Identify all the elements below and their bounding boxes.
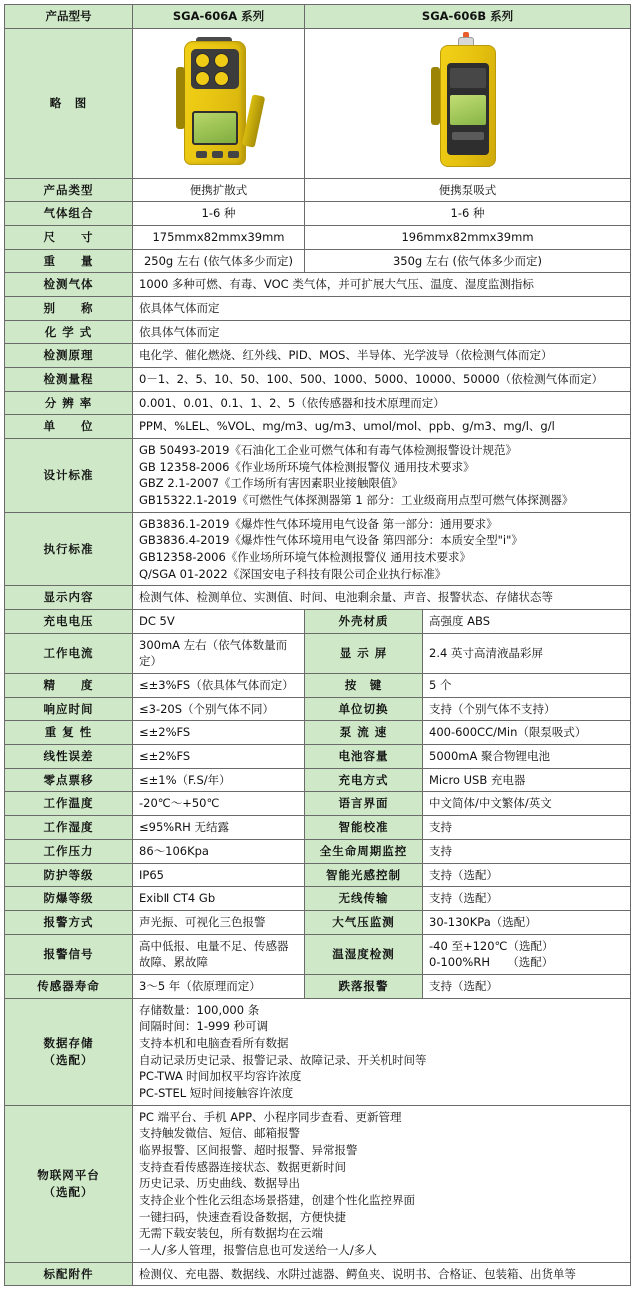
row-value-left: 300mA 左右（依气体数量而定） bbox=[133, 633, 305, 673]
data-storage-label bbox=[5, 998, 133, 1105]
row-value-right: 支持（选配） bbox=[423, 887, 631, 911]
row-label-right: 充电方式 bbox=[305, 768, 423, 792]
table-row bbox=[5, 721, 631, 745]
table-row-diagram bbox=[5, 28, 631, 178]
design-standard-value bbox=[133, 439, 631, 513]
accessories-label: 标配附件 bbox=[5, 1262, 133, 1286]
standard-line: GB 12358-2006《作业场所环境气体检测报警仪 通用技术要求》 bbox=[139, 459, 475, 474]
table-row bbox=[5, 391, 631, 415]
table-row bbox=[5, 586, 631, 610]
iot-platform-label-line2: （选配） bbox=[43, 1184, 94, 1199]
row-value-left: ExibⅡ CT4 Gb bbox=[133, 887, 305, 911]
row-value-right: 5 个 bbox=[423, 674, 631, 698]
row-label: 分 辨 率 bbox=[5, 391, 133, 415]
row-label-right: 智能光感控制 bbox=[305, 863, 423, 887]
standard-line: GB15322.1-2019《可燃性气体探测器第 1 部分：工业级商用点型可燃气体探测器》 bbox=[139, 493, 574, 508]
row-label-left: 工作电流 bbox=[5, 633, 133, 673]
row-label-left: 工作压力 bbox=[5, 839, 133, 863]
row-value-b: 便携泵吸式 bbox=[305, 178, 631, 202]
table-row bbox=[5, 974, 631, 998]
standard-line: Q/SGA 01-2022《深国安电子科技有限公司企业执行标准》 bbox=[139, 566, 447, 581]
row-value-b: 350g 左右 (依气体多少而定) bbox=[305, 249, 631, 273]
row-value-left: ≤±1%（F.S/年） bbox=[133, 768, 305, 792]
row-value-right: 5000mA 聚合物锂电池 bbox=[423, 745, 631, 769]
table-row bbox=[5, 415, 631, 439]
iot-platform-line: 历史记录、历史曲线、数据导出 bbox=[139, 1176, 300, 1191]
drop-alarm-value: 支持（选配） bbox=[423, 974, 631, 998]
temp-humidity-line: 0-100%RH （选配） bbox=[429, 955, 554, 970]
table-row bbox=[5, 273, 631, 297]
data-storage-line: PC-TWA 时间加权平均容许浓度 bbox=[139, 1069, 302, 1084]
row-value-a: 便携扩散式 bbox=[133, 178, 305, 202]
data-storage-line: 支持本机和电脑查看所有数据 bbox=[139, 1035, 289, 1050]
row-label-right: 显 示 屏 bbox=[305, 633, 423, 673]
device-b-illustration bbox=[430, 37, 506, 169]
header-model-label: 产品型号 bbox=[5, 5, 133, 29]
alarm-signal-line: 高中低报、电量不足、传感器 bbox=[139, 938, 289, 953]
standard-line: GB3836.4-2019《爆炸性气体环境用电气设备 第四部分：本质安全型"i"》 bbox=[139, 533, 523, 548]
row-value-left: ≤±2%FS bbox=[133, 745, 305, 769]
accessories-value: 检测仪、充电器、数据线、水阱过滤器、鳄鱼夹、说明书、合格证、包装箱、出货单等 bbox=[133, 1262, 631, 1286]
exec-standard-value bbox=[133, 512, 631, 586]
diagram-cell-b bbox=[305, 28, 631, 178]
row-label-right: 全生命周期监控 bbox=[305, 839, 423, 863]
row-value-a: 1-6 种 bbox=[133, 202, 305, 226]
row-value: 依具体气体而定 bbox=[133, 320, 631, 344]
drop-alarm-label: 跌落报警 bbox=[305, 974, 423, 998]
row-label-left: 防护等级 bbox=[5, 863, 133, 887]
standard-line: GB 50493-2019《石油化工企业可燃气体和有毒气体检测报警设计规范》 bbox=[139, 443, 517, 458]
row-value-a: 250g 左右 (依气体多少而定) bbox=[133, 249, 305, 273]
table-row bbox=[5, 178, 631, 202]
table-row bbox=[5, 368, 631, 392]
table-row bbox=[5, 816, 631, 840]
row-label-right: 大气压监测 bbox=[305, 910, 423, 934]
row-value: PPM、%LEL、%VOL、mg/m3、ug/m3、umol/mol、ppb、g/m3、mg/l、g/l bbox=[133, 415, 631, 439]
row-value-right: 中文简体/中文繁体/英文 bbox=[423, 792, 631, 816]
row-value-b: 1-6 种 bbox=[305, 202, 631, 226]
table-row bbox=[5, 863, 631, 887]
row-label-right: 外壳材质 bbox=[305, 610, 423, 634]
table-row bbox=[5, 202, 631, 226]
row-label: 别 称 bbox=[5, 297, 133, 321]
row-label-right: 语言界面 bbox=[305, 792, 423, 816]
row-value-left: 86～106Kpa bbox=[133, 839, 305, 863]
product-spec-table bbox=[4, 4, 631, 1286]
design-standard-label: 设计标准 bbox=[5, 439, 133, 513]
row-value-left: -20℃～+50℃ bbox=[133, 792, 305, 816]
row-value-left: 声光振、可视化三色报警 bbox=[133, 910, 305, 934]
temp-humidity-label: 温湿度检测 bbox=[305, 934, 423, 974]
temp-humidity-value bbox=[423, 934, 631, 974]
iot-platform-line: 无需下载安装包，所有数据均在云端 bbox=[139, 1226, 323, 1241]
row-label: 检测量程 bbox=[5, 368, 133, 392]
iot-platform-value bbox=[133, 1105, 631, 1262]
row-label-left: 精 度 bbox=[5, 674, 133, 698]
standard-line: GBZ 2.1-2007《工作场所有害因素职业接触限值》 bbox=[139, 476, 404, 491]
standard-line: GB12358-2006《作业场所环境气体检测报警仪 通用技术要求》 bbox=[139, 550, 471, 565]
table-row bbox=[5, 297, 631, 321]
table-row-exec-standard bbox=[5, 512, 631, 586]
table-row-alarm-signal bbox=[5, 934, 631, 974]
iot-platform-line: 一人/多人管理，报警信息也可发送给一人/多人 bbox=[139, 1242, 377, 1257]
row-value-left: ≤±2%FS bbox=[133, 721, 305, 745]
row-value: 依具体气体而定 bbox=[133, 297, 631, 321]
row-label: 化 学 式 bbox=[5, 320, 133, 344]
row-label: 检测气体 bbox=[5, 273, 133, 297]
data-storage-line: 间隔时间：1-999 秒可调 bbox=[139, 1019, 269, 1034]
row-value-right: 400-600CC/Min（限泵吸式） bbox=[423, 721, 631, 745]
table-row-iot-platform bbox=[5, 1105, 631, 1262]
table-row bbox=[5, 320, 631, 344]
table-row-data-storage bbox=[5, 998, 631, 1105]
row-label-left: 工作湿度 bbox=[5, 816, 133, 840]
row-label-left: 零点票移 bbox=[5, 768, 133, 792]
row-value-right: 支持（选配） bbox=[423, 863, 631, 887]
row-value-left: ≤3-20S（个别气体不同） bbox=[133, 697, 305, 721]
iot-platform-line: 临界报警、区间报警、超时报警、异常报警 bbox=[139, 1142, 358, 1157]
table-row-design-standard bbox=[5, 439, 631, 513]
iot-platform-label-line1: 物联网平台 bbox=[37, 1167, 100, 1182]
exec-standard-label: 执行标准 bbox=[5, 512, 133, 586]
table-row bbox=[5, 745, 631, 769]
row-label-right: 无线传输 bbox=[305, 887, 423, 911]
row-value-right: 高强度 ABS bbox=[423, 610, 631, 634]
alarm-signal-label: 报警信号 bbox=[5, 934, 133, 974]
iot-platform-label bbox=[5, 1105, 133, 1262]
diagram-cell-a bbox=[133, 28, 305, 178]
iot-platform-line: 一键扫码，快速查看设备数据，方便快捷 bbox=[139, 1209, 346, 1224]
row-label-right: 智能校准 bbox=[305, 816, 423, 840]
table-row-accessories bbox=[5, 1262, 631, 1286]
row-label-left: 充电电压 bbox=[5, 610, 133, 634]
diagram-label: 略 图 bbox=[5, 28, 133, 178]
row-value: 电化学、催化燃烧、红外线、PID、MOS、半导体、光学波导（依检测气体而定） bbox=[133, 344, 631, 368]
row-value-left: ≤±3%FS（依具体气体而定） bbox=[133, 674, 305, 698]
row-value-right: 30-130KPa（选配） bbox=[423, 910, 631, 934]
row-value-left: ≤95%RH 无结露 bbox=[133, 816, 305, 840]
sensor-life-value: 3～5 年（依原理而定） bbox=[133, 974, 305, 998]
data-storage-value bbox=[133, 998, 631, 1105]
row-value-a: 175mmx82mmx39mm bbox=[133, 226, 305, 250]
row-label-left: 工作温度 bbox=[5, 792, 133, 816]
row-label: 气体组合 bbox=[5, 202, 133, 226]
row-value-left: DC 5V bbox=[133, 610, 305, 634]
row-label: 重 量 bbox=[5, 249, 133, 273]
row-value-right: 支持（个别气体不支持） bbox=[423, 697, 631, 721]
row-label: 单 位 bbox=[5, 415, 133, 439]
sensor-life-label: 传感器寿命 bbox=[5, 974, 133, 998]
temp-humidity-line: -40 至+120℃（选配） bbox=[429, 938, 554, 953]
table-row bbox=[5, 697, 631, 721]
row-value: 1000 多种可燃、有毒、VOC 类气体，并可扩展大气压、温度、湿度监测指标 bbox=[133, 273, 631, 297]
header-col-b: SGA-606B 系列 bbox=[305, 5, 631, 29]
row-value: 0.001、0.01、0.1、1、2、5（依传感器和技术原理而定） bbox=[133, 391, 631, 415]
row-label-left: 报警方式 bbox=[5, 910, 133, 934]
row-value-right: 2.4 英寸高清液晶彩屏 bbox=[423, 633, 631, 673]
row-value-b: 196mmx82mmx39mm bbox=[305, 226, 631, 250]
row-label: 产品类型 bbox=[5, 178, 133, 202]
row-label-left: 防爆等级 bbox=[5, 887, 133, 911]
data-storage-line: 存储数量：100,000 条 bbox=[139, 1002, 260, 1017]
table-row bbox=[5, 768, 631, 792]
row-label: 尺 寸 bbox=[5, 226, 133, 250]
header-col-a: SGA-606A 系列 bbox=[133, 5, 305, 29]
table-row bbox=[5, 344, 631, 368]
iot-platform-line: 支持查看传感器连接状态、数据更新时间 bbox=[139, 1159, 346, 1174]
table-row bbox=[5, 887, 631, 911]
table-row bbox=[5, 226, 631, 250]
row-label-right: 按 键 bbox=[305, 674, 423, 698]
table-row-header bbox=[5, 5, 631, 29]
row-value-right: 支持 bbox=[423, 839, 631, 863]
display-content-label: 显示内容 bbox=[5, 586, 133, 610]
data-storage-line: 自动记录历史记录、报警记录、故障记录、开关机时间等 bbox=[139, 1052, 427, 1067]
row-value-right: 支持 bbox=[423, 816, 631, 840]
row-label-left: 重 复 性 bbox=[5, 721, 133, 745]
row-label-right: 泵 流 速 bbox=[305, 721, 423, 745]
row-label: 检测原理 bbox=[5, 344, 133, 368]
table-row bbox=[5, 839, 631, 863]
iot-platform-line: 支持触发微信、短信、邮箱报警 bbox=[139, 1126, 300, 1141]
device-a-illustration bbox=[176, 39, 262, 167]
iot-platform-line: PC 端平台、手机 APP、小程序同步查看、更新管理 bbox=[139, 1109, 402, 1124]
row-label-left: 响应时间 bbox=[5, 697, 133, 721]
row-label-left: 线性误差 bbox=[5, 745, 133, 769]
row-label-right: 电池容量 bbox=[305, 745, 423, 769]
table-row bbox=[5, 910, 631, 934]
table-row bbox=[5, 792, 631, 816]
table-row bbox=[5, 633, 631, 673]
data-storage-line: PC-STEL 短时间接触容许浓度 bbox=[139, 1085, 294, 1100]
standard-line: GB3836.1-2019《爆炸性气体环境用电气设备 第一部分：通用要求》 bbox=[139, 516, 498, 531]
row-value-right: Micro USB 充电器 bbox=[423, 768, 631, 792]
data-storage-label-line2: （选配） bbox=[43, 1052, 94, 1067]
iot-platform-line: 支持企业个性化云组态场景搭建，创建个性化监控界面 bbox=[139, 1192, 415, 1207]
alarm-signal-line: 故障、累故障 bbox=[139, 955, 208, 970]
row-value-left: IP65 bbox=[133, 863, 305, 887]
row-label-right: 单位切换 bbox=[305, 697, 423, 721]
display-content-value: 检测气体、检测单位、实测值、时间、电池剩余量、声音、报警状态、存储状态等 bbox=[133, 586, 631, 610]
row-value: 0－1、2、5、10、50、100、500、1000、5000、10000、50000（依检测气体而定） bbox=[133, 368, 631, 392]
table-row bbox=[5, 610, 631, 634]
alarm-signal-value bbox=[133, 934, 305, 974]
table-row bbox=[5, 249, 631, 273]
table-row bbox=[5, 674, 631, 698]
data-storage-label-line1: 数据存储 bbox=[43, 1035, 94, 1050]
